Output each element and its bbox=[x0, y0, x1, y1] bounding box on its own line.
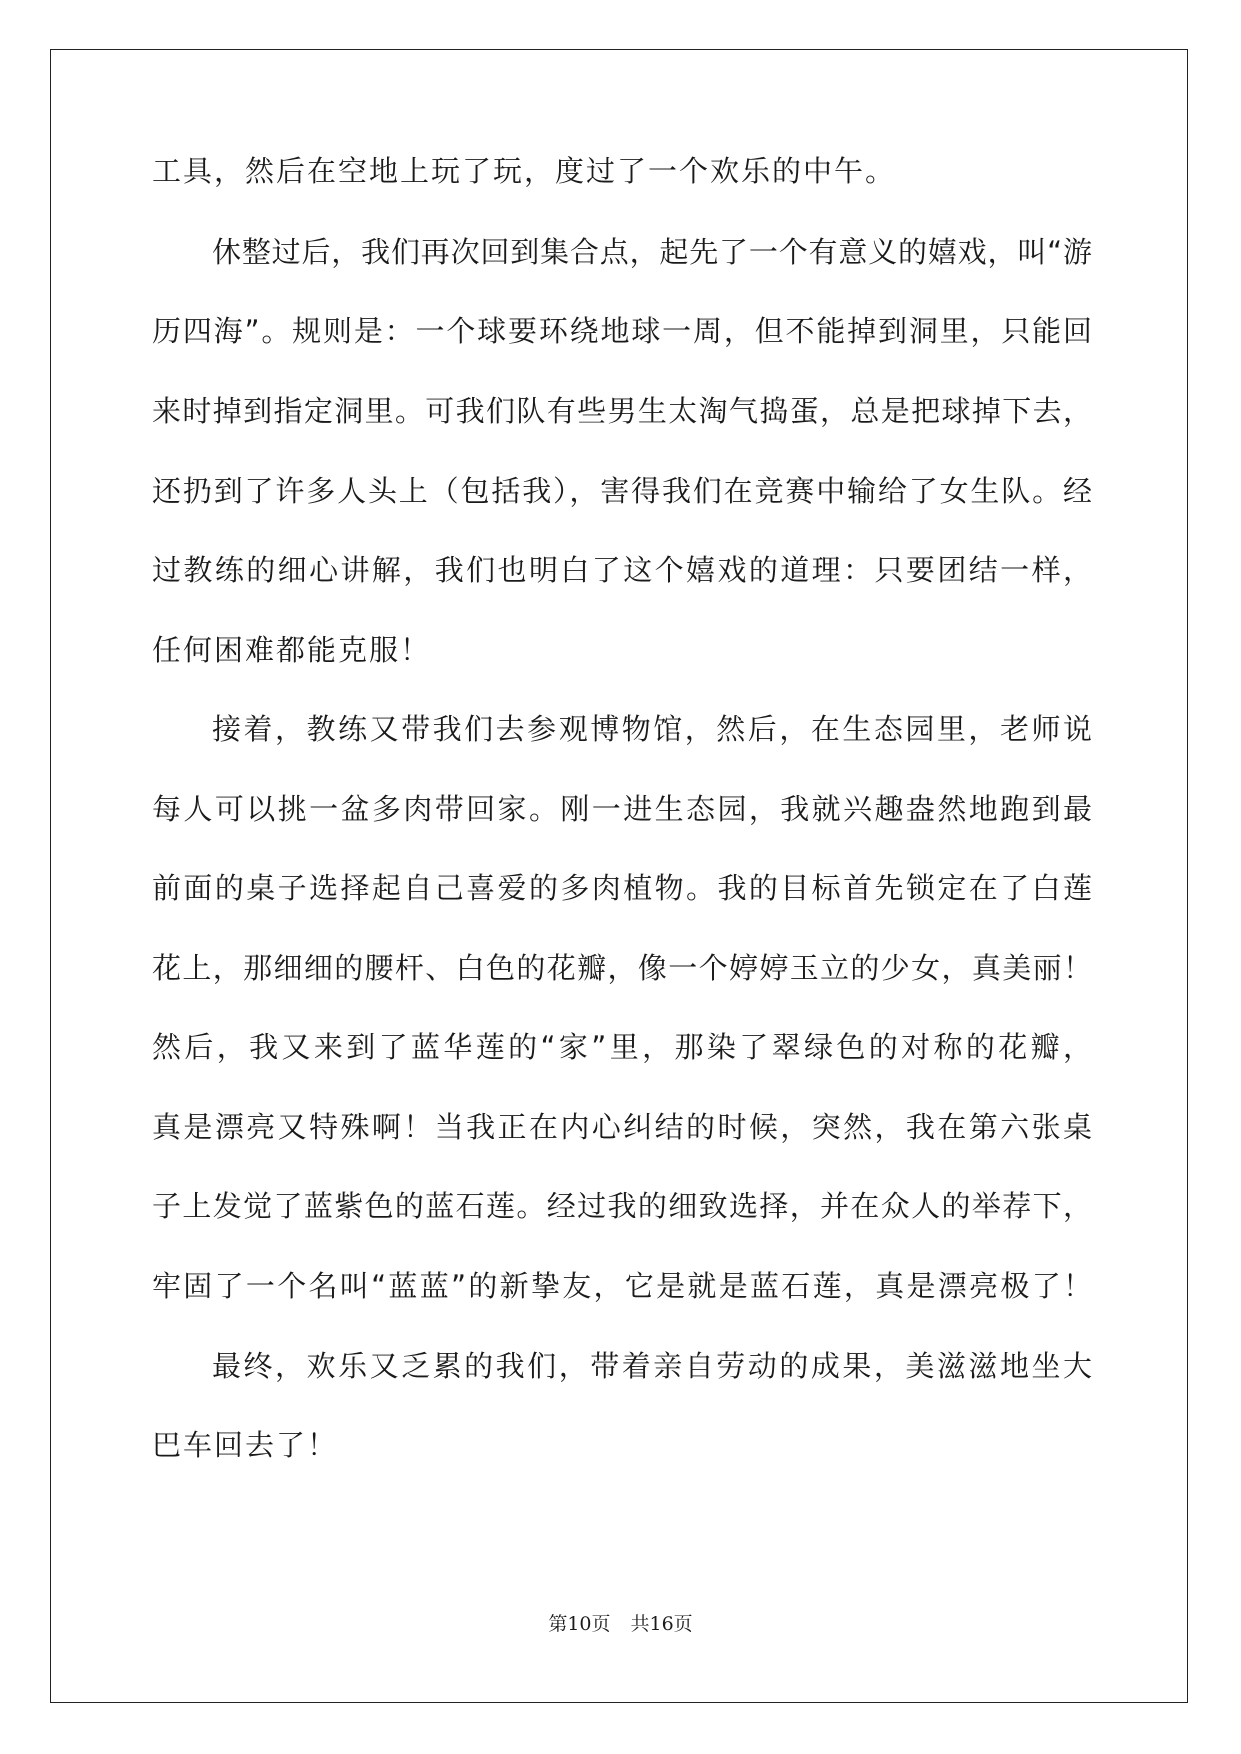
text-line: 然后，我又来到了蓝华莲的“家”里，那染了翠绿色的对称的花瓣， bbox=[152, 1030, 1092, 1064]
text-line: 牢固了一个名叫“蓝蓝”的新挚友，它是就是蓝石莲，真是漂亮极了！ bbox=[152, 1269, 1092, 1303]
text-line: 巴车回去了！ bbox=[152, 1428, 339, 1462]
text-line: 最终，欢乐又乏累的我们，带着亲自劳动的成果，美滋滋地坐大 bbox=[212, 1349, 1092, 1383]
text-line: 过教练的细心讲解，我们也明白了这个嬉戏的道理：只要团结一样， bbox=[152, 553, 1092, 587]
text-line: 每人可以挑一盆多肉带回家。刚一进生态园，我就兴趣盎然地跑到最 bbox=[152, 792, 1092, 826]
text-line: 花上，那细细的腰杆、白色的花瓣，像一个婷婷玉立的少女，真美丽！ bbox=[152, 951, 1092, 985]
text-line: 来时掉到指定洞里。可我们队有些男生太淘气捣蛋，总是把球掉下去， bbox=[152, 394, 1092, 428]
text-line: 工具，然后在空地上玩了玩，度过了一个欢乐的中午。 bbox=[152, 154, 897, 188]
text-line: 休整过后，我们再次回到集合点，起先了一个有意义的嬉戏，叫“游 bbox=[212, 235, 1092, 269]
page-footer bbox=[0, 1612, 1241, 1636]
page-number-total: 共16页 bbox=[630, 1613, 693, 1635]
text-line: 接着，教练又带我们去参观博物馆，然后，在生态园里，老师说 bbox=[212, 712, 1092, 746]
text-line: 还扔到了许多人头上（包括我），害得我们在竞赛中输给了女生队。经 bbox=[152, 474, 1092, 508]
text-line: 子上发觉了蓝紫色的蓝石莲。经过我的细致选择，并在众人的举荐下， bbox=[152, 1189, 1092, 1223]
text-line: 任何困难都能克服！ bbox=[152, 633, 432, 667]
text-line: 真是漂亮又特殊啊！当我正在内心纠结的时候，突然，我在第六张桌 bbox=[152, 1110, 1092, 1144]
text-line: 历四海”。规则是：一个球要环绕地球一周，但不能掉到洞里，只能回 bbox=[152, 314, 1092, 348]
text-line: 前面的桌子选择起自己喜爱的多肉植物。我的目标首先锁定在了白莲 bbox=[152, 871, 1092, 905]
page-number-current: 第10页 bbox=[548, 1613, 611, 1635]
